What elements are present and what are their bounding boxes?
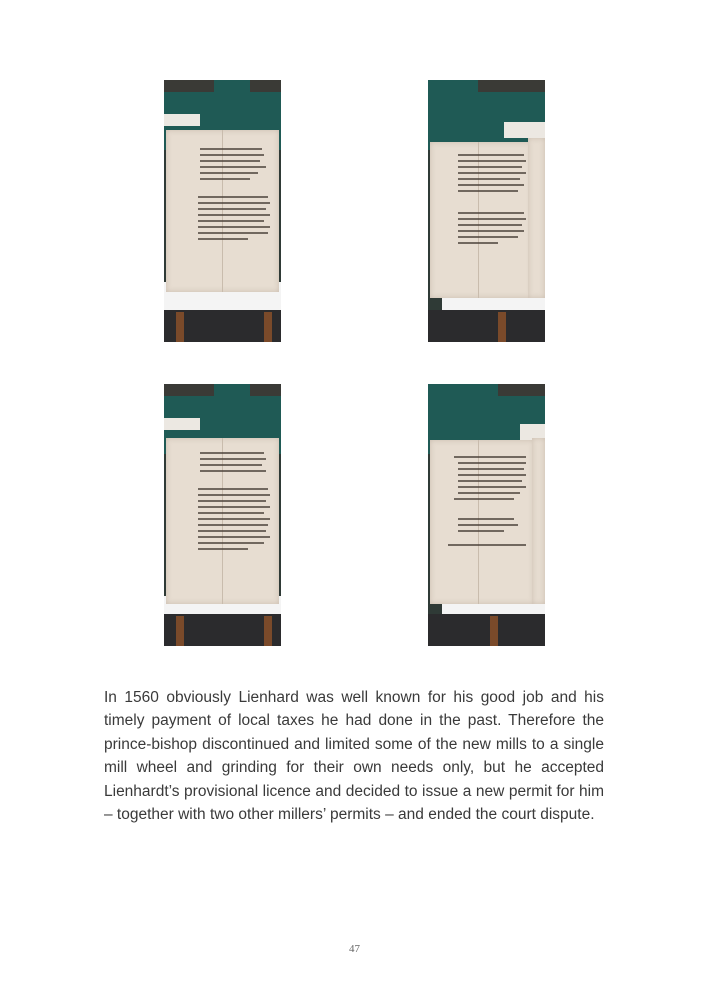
body-paragraph: In 1560 obviously Lienhard was well known for his good job and his timely payment of local taxes he had done in the past. Therefore the prince-bishop discontinued and limited some of the new mills to a single mill wheel and grinding for their own needs only, but he accepted Lienhardt’s provisional licence and decided to issue a new permit for him – together with two other millers’ permits – and ended the court dispute.	[104, 689, 604, 824]
manuscript-photo-4	[428, 384, 545, 646]
manuscript-photo-1	[164, 80, 281, 342]
manuscript-photo-2	[428, 80, 545, 342]
manuscript-photo-3	[164, 384, 281, 646]
page-number: 47	[349, 943, 360, 955]
